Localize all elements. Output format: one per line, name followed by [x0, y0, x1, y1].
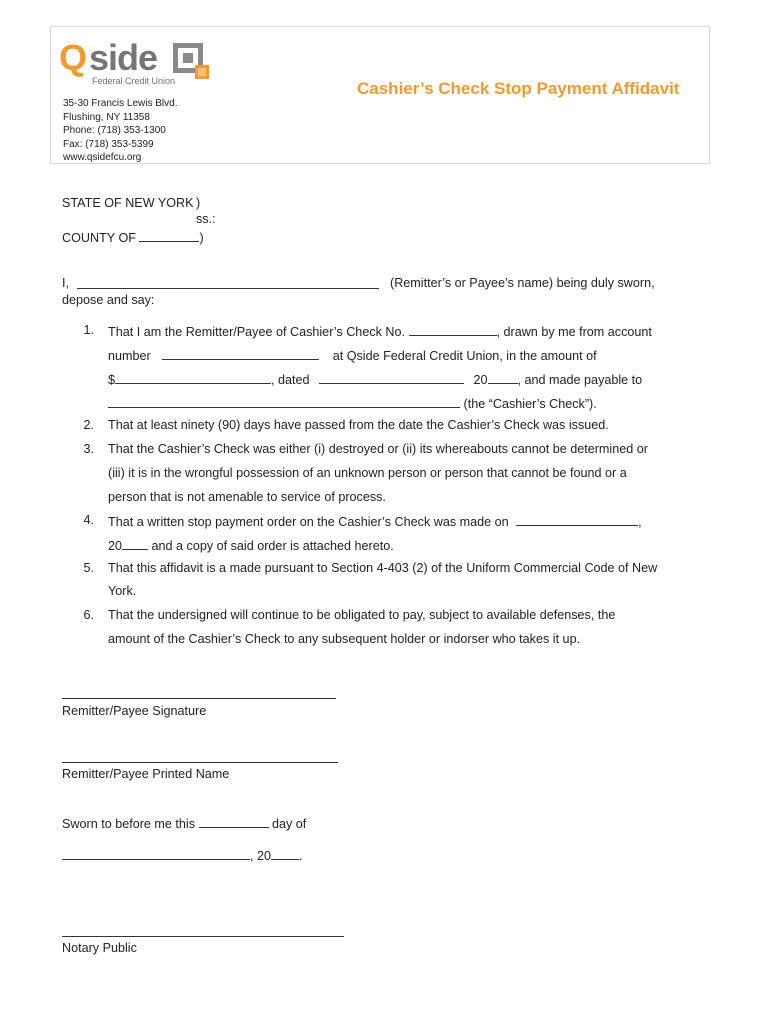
notary-signature-line[interactable] [62, 936, 344, 937]
remitter-name-blank[interactable] [77, 276, 379, 289]
state-label: STATE OF NEW YORK [62, 196, 194, 210]
county-label: COUNTY OF [62, 231, 136, 245]
stop-order-year-blank[interactable] [122, 537, 148, 550]
item-number: 6. [83, 608, 94, 622]
item-5-line-2: York. [108, 584, 137, 598]
sworn-year-blank[interactable] [271, 847, 299, 860]
venue-paren: ) [199, 231, 204, 245]
item-number: 5. [83, 561, 94, 575]
qside-logo [59, 37, 209, 93]
item-1-line-4: (the “Cashier’s Check”). [108, 395, 597, 411]
printed-name-label: Remitter/Payee Printed Name [62, 767, 230, 781]
printed-name-line[interactable] [62, 762, 338, 763]
venue-paren: ) [196, 196, 201, 210]
item-3-line-1: That the Cashier’s Check was either (i) destroyed or (ii) its whereabouts cannot be determined or [108, 442, 648, 456]
depose-text: depose and say: [62, 293, 155, 307]
remitter-name-caption: (Remitter’s or Payee’s name) being duly sworn, [390, 276, 655, 290]
logo-subtitle: Federal Credit Union [92, 76, 176, 86]
document-title: Cashier’s Check Stop Payment Affidavit [357, 79, 680, 98]
phone-line: Phone: (718) 353-1300 [63, 125, 166, 136]
check-number-blank[interactable] [409, 323, 497, 336]
letterhead [50, 26, 710, 164]
item-4-line-1: That a written stop payment order on the Cashier’s Check was made on , [108, 515, 642, 529]
item-3-line-3: person that is not amenable to service of process. [108, 490, 386, 504]
item-number: 1. [83, 323, 94, 337]
year-blank[interactable] [488, 371, 518, 384]
item-1-line-2: number at Qside Federal Credit Union, in the amount of [108, 349, 597, 363]
ss-label: ss.: [196, 212, 216, 226]
sworn-year-row: , 20 . [62, 847, 303, 863]
notary-label: Notary Public [62, 941, 137, 955]
stop-order-date-blank[interactable] [516, 513, 638, 526]
sworn-day-blank[interactable] [199, 815, 269, 828]
signature-label: Remitter/Payee Signature [62, 704, 207, 718]
logo-q-letter: Q [59, 37, 87, 78]
item-5-line-1: That this affidavit is a made pursuant to Section 4-403 (2) of the Uniform Commercial Code of New [108, 561, 658, 575]
county-row [62, 229, 204, 245]
item-4-line-2: 20 and a copy of said order is attached hereto. [108, 539, 394, 553]
sworn-row: Sworn to before me this day of [62, 817, 307, 831]
item-number: 2. [83, 418, 94, 432]
signature-line[interactable] [62, 698, 336, 699]
intro-i: I, [62, 276, 69, 290]
item-3-line-2: (iii) it is in the wrongful possession of an unknown person or person that cannot be found or a [108, 466, 627, 480]
county-blank[interactable] [139, 229, 199, 242]
fax-line: Fax: (718) 353-5399 [63, 138, 154, 150]
payee-blank[interactable] [108, 395, 460, 408]
item-6-line-1: That the undersigned will continue to be obligated to pay, subject to available defenses, the [108, 608, 616, 622]
address-line: Flushing, NY 11358 [63, 111, 150, 123]
bank-address [63, 97, 178, 165]
item-1-line-1: That I am the Remitter/Payee of Cashier’s Check No. , drawn by me from account [108, 325, 652, 339]
address-line: 35-30 Francis Lewis Blvd. [63, 98, 178, 109]
item-number: 3. [83, 442, 94, 456]
sworn-month-blank[interactable] [62, 847, 250, 860]
item-2-line-1: That at least ninety (90) days have passed from the date the Cashier’s Check was issued. [108, 418, 609, 432]
logo-square-mark-icon [171, 41, 211, 81]
website-line: www.qsidefcu.org [63, 152, 142, 163]
item-1-line-3: $ , dated 20 , and made payable to [108, 373, 643, 387]
amount-blank[interactable] [115, 371, 271, 384]
account-number-blank[interactable] [162, 347, 319, 360]
item-number: 4. [83, 513, 94, 527]
logo-side-text: side [89, 37, 158, 78]
item-6-line-2: amount of the Cashier’s Check to any subsequent holder or indorser who takes it up. [108, 632, 581, 646]
date-blank[interactable] [319, 371, 464, 384]
